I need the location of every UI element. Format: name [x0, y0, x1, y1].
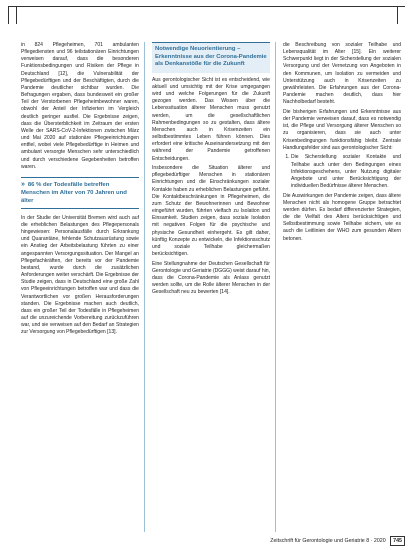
paragraph: die Beschreibung von sozialer Teilhabe und Lebensqualität im Alter [15]. Ein weiterer Schwerpunkt liegt in der Sicherstellung der sozialen Versorgung und der Vernetzung von Angeboten in den Kommunen, um Isolation zu vermeiden und Unterstützung auch in Krisenzeiten zu gewährleisten. Die Erfahrungen aus der Corona-Pandemie machen deutlich, dass hier Nachholbedarf besteht.: [283, 42, 401, 106]
header-tab-left: [8, 6, 17, 24]
paragraph: Die bisherigen Erfahrungen und Erkenntnisse aus der Pandemie verweisen darauf, dass es notwendig ist, die Pflege und Versorgung älterer Menschen so zu organisieren, dass sie auch unter Krisenbedingungen funktionsfähig bleibt. Zentrale Handlungsfelder sind aus gerontologischer Sicht:: [283, 108, 401, 151]
section-heading: Notwendige Neuorientierung – Erkenntnisse aus der Corona-Pandemie als Denkanstöße für die Zukunft: [155, 46, 267, 68]
paragraph: Eine Stellungnahme der Deutschen Gesellschaft für Gerontologie und Geriatrie (DGGG) weist darauf hin, dass die Corona-Pandemie als Anlass genutzt werden sollte, um die Rolle älterer Menschen in der Gesellschaft neu zu bewerten [14].: [152, 260, 270, 296]
highlight-box: [152, 42, 270, 73]
quote-chevron-icon: »: [21, 180, 25, 188]
paragraph: Aus gerontologischer Sicht ist es entscheidend, wie aktuell und umsichtig mit der Krise umgegangen wird und welche Folgerungen für die Zukunft gezogen werden. Das Wissen über die Lebenssituation älterer Menschen muss genutzt werden, um die gesellschaftlichen Rahmenbedingungen so zu gestalten, dass ältere Menschen auch in Krisenzeiten ein selbstbestimmtes Leben führen können. Dies erfordert eine kritische Auseinandersetzung mit den während der Pandemie getroffenen Entscheidungen.: [152, 76, 270, 162]
paragraph: In der Studie der Universität Bremen wird auch auf die erheblichen Belastungen des Pflegepersonals hingewiesen: Personalausfälle durch Erkrankung und Quarantäne, fehlende Schutzausrüstung sowie ein Anstieg der Arbeitsbelastung führten zu einer angespannten Versorgungssituation. Der Mangel an Pflegefachkräften, der bereits vor der Pandemie bestand, wurde durch die zusätzlichen Anforderungen weiter verschärft. Die Ergebnisse der Studie zeigen, dass in Deutschland eine große Zahl von Pflegeeinrichtungen betroffen war und dass die Verantwortlichen vor großen Herausforderungen standen. Die Ergebnisse machen auch deutlich, dass ein großer Teil der Todesfälle in Pflegeheimen auf die unzureichende Vorbereitung zurückzuführen war, und sie verweisen auf den Bedarf an Strategien zur Versorgung von Pflegebedürftigen [13].: [21, 214, 139, 336]
paragraph: Insbesondere die Situation älterer und pflegebedürftiger Menschen in stationären Einrichtungen und die Einschränkungen sozialer Kontakte haben zu erheblichen Belastungen geführt. Die Kontaktbeschränkungen in Pflegeheimen, die zum Schutz der Bewohnerinnen und Bewohner eingeführt wurden, führten vielfach zu Isolation und Einsamkeit. Studien zeigen, dass soziale Isolation mit negativen Folgen für die psychische und physische Gesundheit einhergeht. Es gilt daher, künftig Konzepte zu entwickeln, die Infektionsschutz und soziale Teilhabe gleichermaßen berücksichtigen.: [152, 165, 270, 258]
column-divider: [144, 42, 145, 532]
paragraph: in 824 Pflegeheimen, 701 ambulanten Pflegediensten und 96 teilstationären Einrichtungen verweisen darauf, dass die besonderen Funktionsbedingungen und Risiken der Pflege in Deutschland [12], die Vulnerabilität der Pflegebedürftigen und der Beschäftigten, durch die Pandemie deutlicher sichtbar wurden. Die Befragungen ergaben, dass bundesweit ein großer Teil der Verstorbenen Pflegeheimbewohner waren, obwohl der Anteil der Infizierten im Vergleich deutlich geringer ausfiel. Die Ergebnisse zeigen, dass die Übersterblichkeit im Zeitraum der ersten Welle der SARS-CoV-2-Infektionen zwischen März und Mai 2020 auf stationäre Pflegeeinrichtungen entfiel, wobei viele Pflegebedürftige in Heimen und ambulant versorgte Menschen sehr unterschiedlich und durch verschiedene Gegebenheiten betroffen waren.: [21, 42, 139, 170]
column-divider: [275, 42, 276, 532]
column-middle: [152, 42, 270, 299]
page-number: 745: [390, 536, 405, 546]
header-rule: [8, 6, 405, 7]
list-item: 1. Die Sicherstellung sozialer Kontakte und Teilhabe auch unter den Bedingungen eines Infektionsgeschehens, unter Nutzung digitaler Angebote und unter Berücksichtigung der individuellen Bedürfnisse älterer Menschen.: [291, 154, 401, 190]
page-footer: [152, 536, 405, 546]
header-tab-right: [397, 6, 405, 24]
numbered-list: [283, 154, 401, 190]
pull-quote-text: 86 % der Todesfälle betreffen Menschen im Alter von 70 Jahren und älter: [21, 181, 127, 204]
column-left: [21, 42, 139, 339]
column-right: [283, 42, 401, 245]
paragraph: Die Auswirkungen der Pandemie zeigen, dass ältere Menschen nicht als homogene Gruppe betrachtet werden dürfen. Es bedarf differenzierter Strategien, die die Vielfalt des Alters berücksichtigen und Selbstbestimmung sowie Teilhabe sichern, wie es auch die Leitlinien der WHO zum gesunden Altern betonen.: [283, 192, 401, 242]
pull-quote: [21, 177, 139, 209]
journal-name: Zeitschrift für Gerontologie und Geriatrie 8 · 2020: [270, 538, 386, 544]
